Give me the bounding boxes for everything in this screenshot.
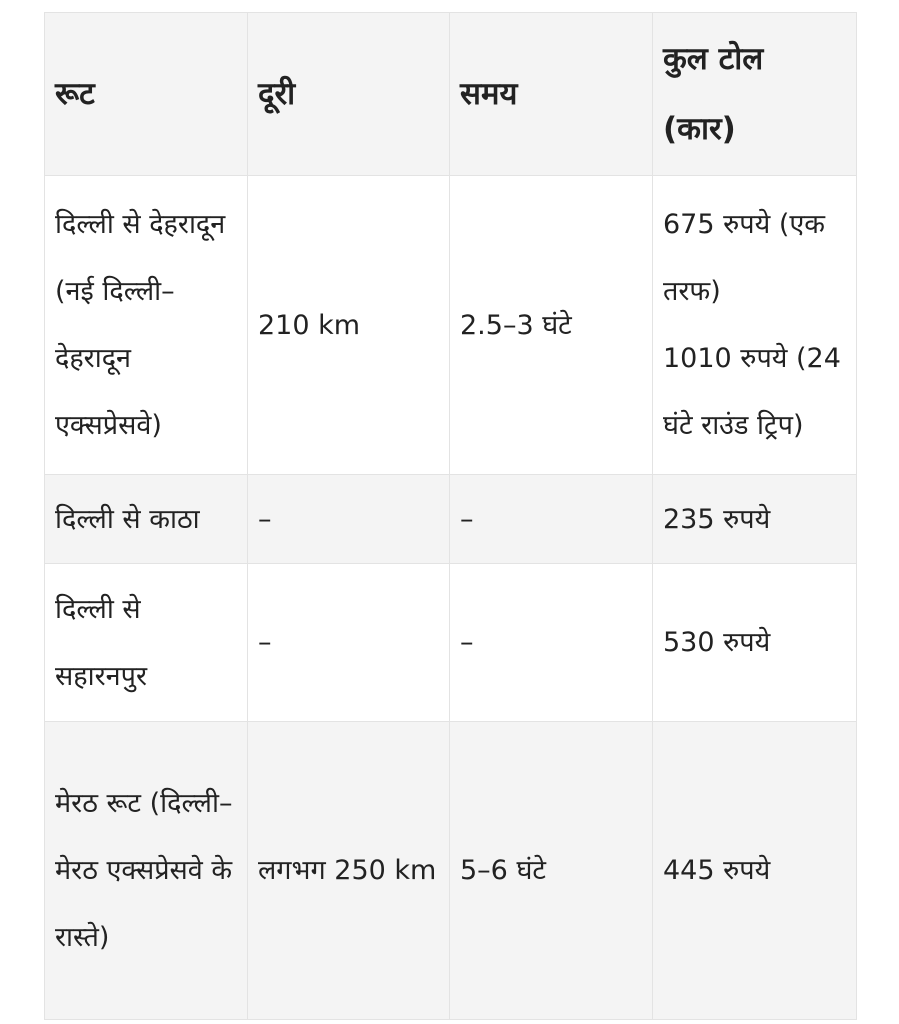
toll-table xyxy=(44,12,857,1020)
route-cell: दिल्ली से काठा xyxy=(45,475,248,564)
distance-cell: लगभग 250 km xyxy=(248,722,450,1020)
table-row xyxy=(45,475,857,564)
table-row xyxy=(45,564,857,722)
route-cell: दिल्ली से सहारनपुर xyxy=(45,564,248,722)
header-distance: दूरी xyxy=(248,13,450,176)
toll-cell: 235 रुपये xyxy=(653,475,857,564)
toll-cell xyxy=(653,176,857,475)
toll-cell: 445 रुपये xyxy=(653,722,857,1020)
toll-cell: 530 रुपये xyxy=(653,564,857,722)
table-row xyxy=(45,722,857,1020)
header-total-toll: कुल टोल (कार) xyxy=(653,13,857,176)
table-row xyxy=(45,176,857,475)
toll-table-container xyxy=(44,12,856,1020)
time-cell: 5–6 घंटे xyxy=(450,722,653,1020)
time-cell: – xyxy=(450,475,653,564)
header-route: रूट xyxy=(45,13,248,176)
route-cell: मेरठ रूट (दिल्ली–मेरठ एक्सप्रेसवे के रास्ते) xyxy=(45,722,248,1020)
toll-one-way: 675 रुपये (एक तरफ) xyxy=(663,209,826,307)
header-time: समय xyxy=(450,13,653,176)
distance-cell: 210 km xyxy=(248,176,450,475)
time-cell: 2.5–3 घंटे xyxy=(450,176,653,475)
route-cell: दिल्ली से देहरादून (नई दिल्ली–देहरादून एक्सप्रेसवे) xyxy=(45,176,248,475)
distance-cell: – xyxy=(248,564,450,722)
toll-round-trip: 1010 रुपये (24 घंटे राउंड ट्रिप) xyxy=(663,343,841,441)
table-header-row xyxy=(45,13,857,176)
time-cell: – xyxy=(450,564,653,722)
distance-cell: – xyxy=(248,475,450,564)
